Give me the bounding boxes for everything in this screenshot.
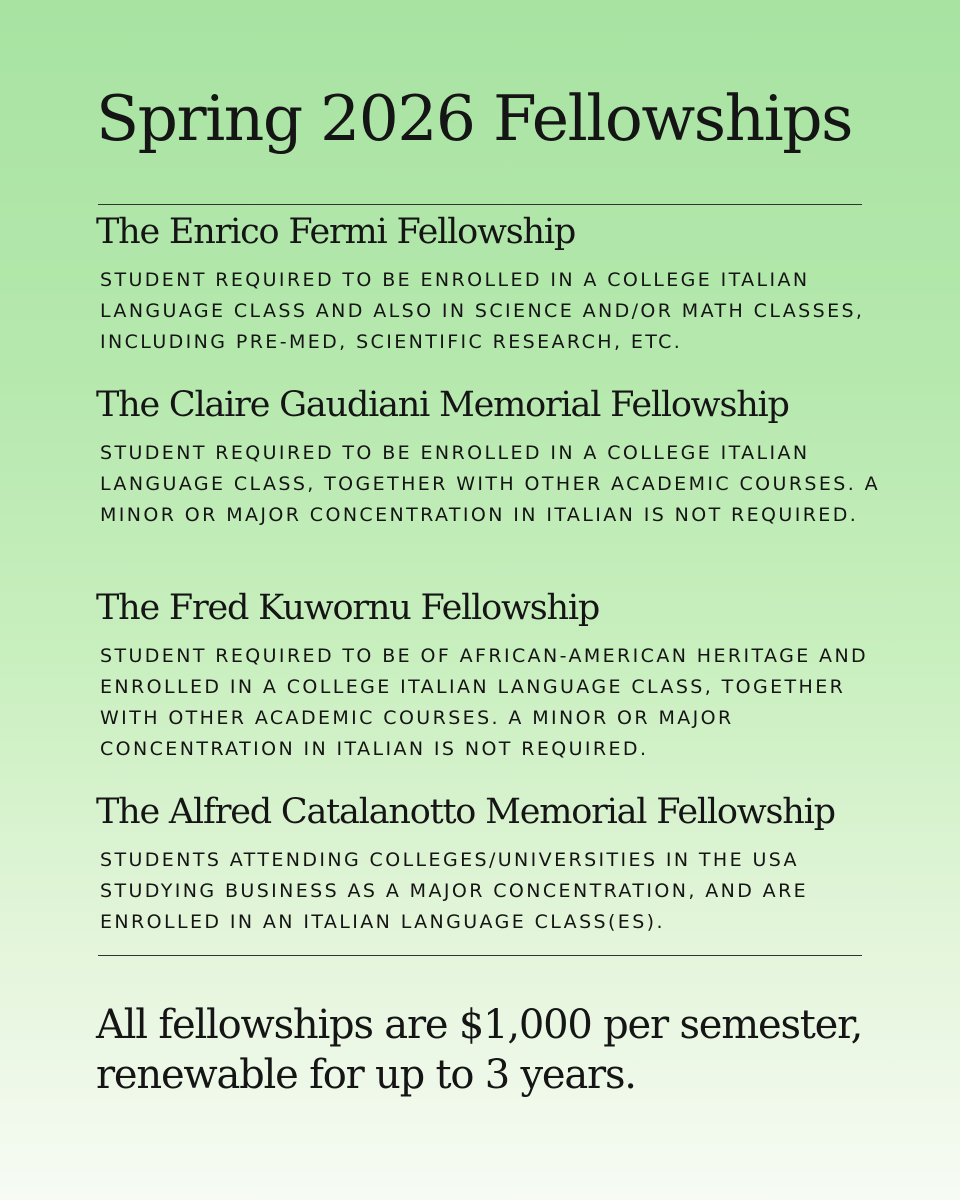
fellowship-fred-kuwornu <box>96 588 896 765</box>
page-title: Spring 2026 Fellowships <box>96 82 852 155</box>
fellowship-name: The Fred Kuwornu Fellowship <box>96 588 600 628</box>
fellowship-description: STUDENT REQUIRED TO BE ENROLLED IN A COLLEGE ITALIAN LANGUAGE CLASS AND ALSO IN SCIENCE AND/OR MATH CLASSES, INCLUDING PRE-MED, SCIENTIFIC RESEARCH, ETC. <box>100 269 865 354</box>
top-divider <box>98 204 862 205</box>
fellowship-alfred-catalanotto <box>96 792 896 938</box>
fellowship-enrico-fermi <box>96 212 896 358</box>
fellowship-claire-gaudiani <box>96 385 896 531</box>
award-summary: All fellowships are $1,000 per semester, renewable for up to 3 years. <box>96 1002 863 1098</box>
fellowship-description: STUDENTS ATTENDING COLLEGES/UNIVERSITIES IN THE USA STUDYING BUSINESS AS A MAJOR CONCENTRATION, AND ARE ENROLLED IN AN ITALIAN LANGUAGE CLASS(ES). <box>100 849 809 934</box>
fellowship-name: The Alfred Catalanotto Memorial Fellowship <box>96 792 835 832</box>
fellowship-name: The Claire Gaudiani Memorial Fellowship <box>96 385 789 425</box>
fellowship-name: The Enrico Fermi Fellowship <box>96 212 576 252</box>
fellowship-description: STUDENT REQUIRED TO BE OF AFRICAN-AMERICAN HERITAGE AND ENROLLED IN A COLLEGE ITALIAN LANGUAGE CLASS, TOGETHER WITH OTHER ACADEMIC COURSES. A MINOR OR MAJOR CONCENTRATION IN ITALIAN IS NOT REQUIRED. <box>100 645 869 761</box>
bottom-divider <box>98 955 862 956</box>
fellowship-description: STUDENT REQUIRED TO BE ENROLLED IN A COLLEGE ITALIAN LANGUAGE CLASS, TOGETHER WITH OTHER ACADEMIC COURSES. A MINOR OR MAJOR CONCENTRATION IN ITALIAN IS NOT REQUIRED. <box>100 442 881 527</box>
